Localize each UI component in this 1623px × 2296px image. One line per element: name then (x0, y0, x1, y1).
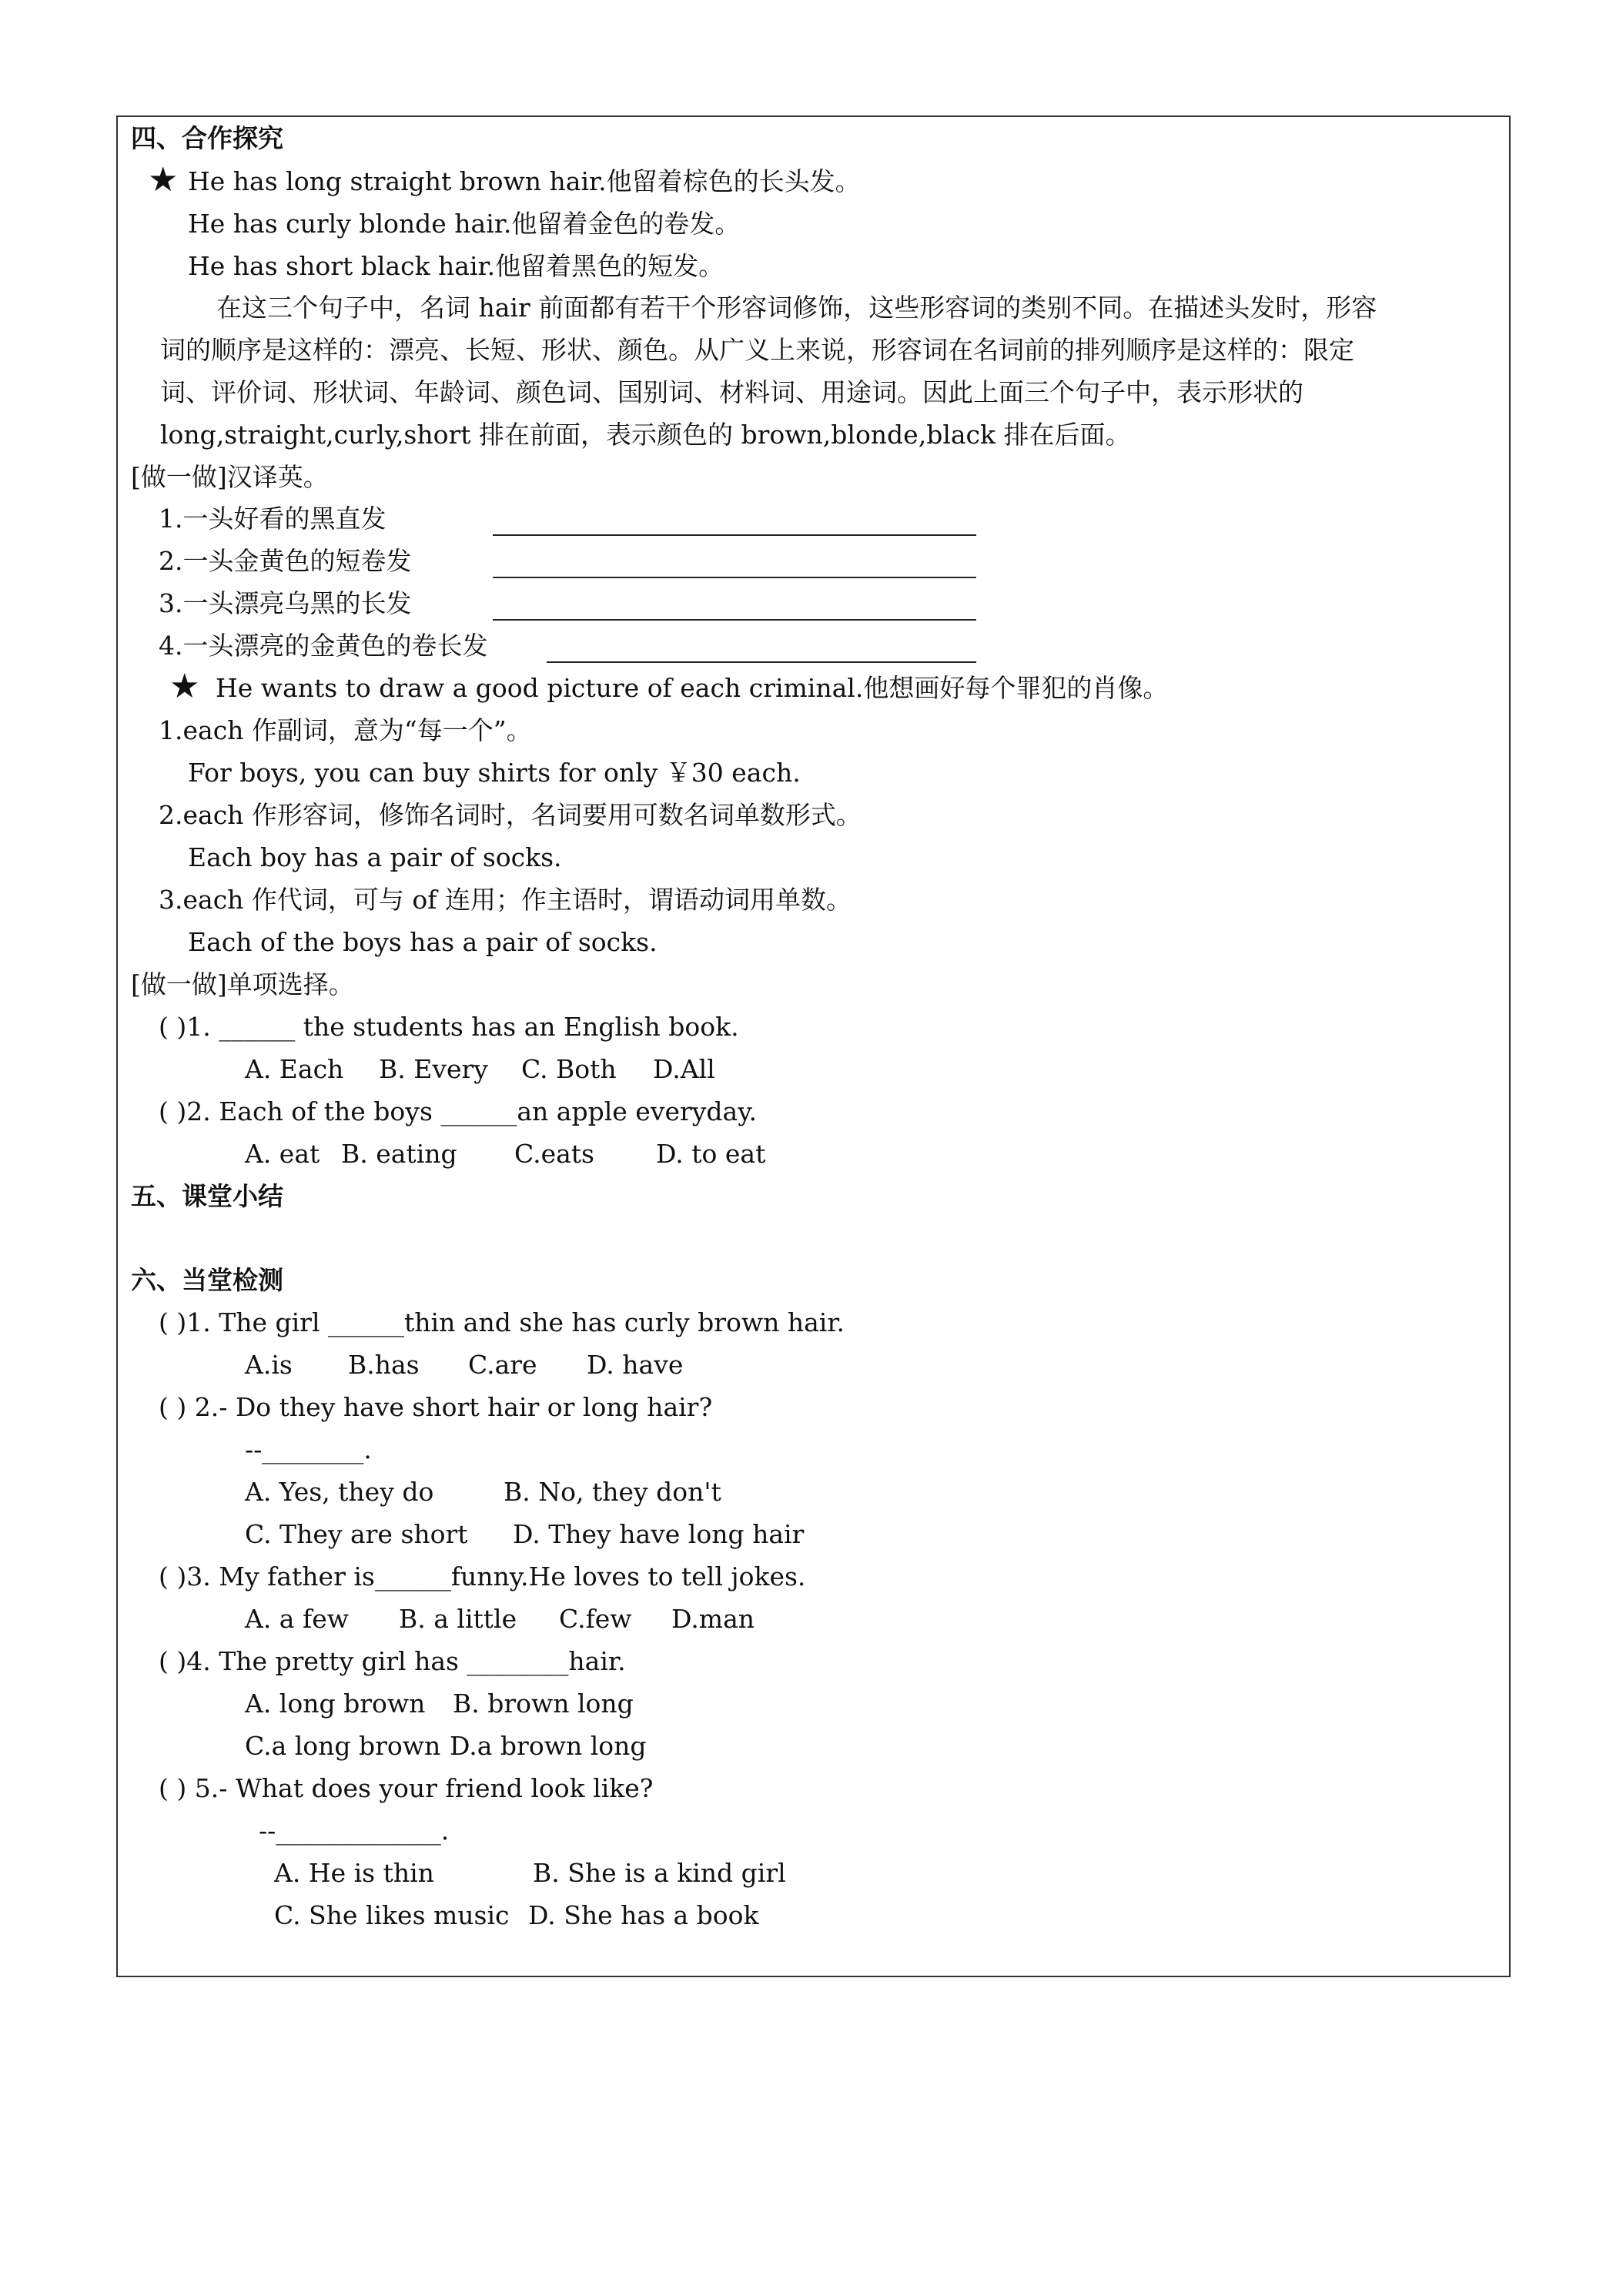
option: B. eating (341, 1139, 457, 1169)
section-heading-cooperative-inquiry: 四、合作探究 (131, 123, 283, 153)
option: C. Both (521, 1054, 617, 1084)
star-icon: ★ (169, 667, 200, 706)
option: D.All (653, 1054, 715, 1084)
translation-item: 2.一头金黄色的短卷发 (159, 546, 412, 576)
explanation-line: 在这三个句子中，名词 hair 前面都有若干个形容词修饰，这些形容词的类别不同。在描述头发时，形容 (216, 293, 1377, 323)
answer-blank[interactable] (493, 577, 976, 578)
translation-item: 1.一头好看的黑直发 (159, 504, 387, 534)
section-heading-summary: 五、课堂小结 (131, 1181, 283, 1211)
option: B.has (348, 1350, 420, 1380)
explanation-line: 词、评价词、形状词、年龄词、颜色词、国别词、材料词、用途词。因此上面三个句子中，表示形状的 (160, 377, 1303, 407)
answer-line: --________. (245, 1434, 372, 1464)
option: A.is (245, 1350, 293, 1380)
option: D. She has a book (528, 1900, 759, 1930)
translation-item: 3.一头漂亮乌黑的长发 (159, 588, 412, 618)
question: ( )1. The girl ______thin and she has curly brown hair. (159, 1307, 845, 1337)
question: ( ) 5.- What does your friend look like? (159, 1773, 654, 1803)
example-sentence: He has long straight brown hair.他留着棕色的长头发。 (188, 166, 861, 196)
grammar-example: Each of the boys has a pair of socks. (188, 927, 658, 957)
translation-item: 4.一头漂亮的金黄色的卷长发 (159, 631, 488, 661)
option: A. eat (245, 1139, 320, 1169)
option: A. Each (245, 1054, 344, 1084)
option: B. Every (379, 1054, 488, 1084)
practice-title: [做一做]汉译英。 (131, 462, 329, 492)
option: D. have (587, 1350, 684, 1380)
example-sentence: He has curly blonde hair.他留着金色的卷发。 (188, 209, 741, 239)
option: A. a few (245, 1604, 349, 1634)
option: D.a brown long (450, 1731, 647, 1761)
option: B. She is a kind girl (533, 1858, 786, 1888)
option: C.eats (514, 1139, 594, 1169)
question: ( ) 2.- Do they have short hair or long hair? (159, 1392, 713, 1422)
explanation-line: 词的顺序是这样的：漂亮、长短、形状、颜色。从广义上来说，形容词在名词前的排列顺序是这样的：限定 (160, 335, 1354, 365)
option: A. Yes, they do (245, 1477, 434, 1507)
option: C. They are short (245, 1519, 468, 1549)
example-sentence: He wants to draw a good picture of each criminal.他想画好每个罪犯的肖像。 (216, 673, 1169, 703)
option: C. She likes music (274, 1900, 510, 1930)
grammar-point: 1.each 作副词，意为“每一个”。 (159, 715, 532, 745)
option: D. They have long hair (513, 1519, 805, 1549)
option: B. a little (399, 1604, 517, 1634)
grammar-point: 2.each 作形容词，修饰名词时，名词要用可数名词单数形式。 (159, 800, 862, 830)
practice-title: [做一做]单项选择。 (131, 969, 354, 999)
example-sentence: He has short black hair.他留着黑色的短发。 (188, 251, 724, 281)
question: ( )4. The pretty girl has ________hair. (159, 1646, 626, 1676)
question: ( )1. ______ the students has an English book. (159, 1012, 739, 1042)
option: D. to eat (656, 1139, 766, 1169)
option: A. He is thin (274, 1858, 434, 1888)
option: B. No, they don't (504, 1477, 721, 1507)
answer-blank[interactable] (493, 534, 976, 536)
grammar-point: 3.each 作代词，可与 of 连用；作主语时，谓语动词用单数。 (159, 885, 852, 915)
answer-blank[interactable] (547, 661, 976, 663)
option: B. brown long (453, 1689, 634, 1719)
answer-blank[interactable] (493, 619, 976, 621)
option: C.few (559, 1604, 632, 1634)
option: C.a long brown (245, 1731, 441, 1761)
grammar-example: Each boy has a pair of socks. (188, 842, 562, 872)
star-icon: ★ (148, 160, 179, 199)
question: ( )3. My father is______funny.He loves to tell jokes. (159, 1561, 806, 1591)
option: D.man (671, 1604, 755, 1634)
explanation-line: long,straight,curly,short 排在前面，表示颜色的 brown,blonde,black 排在后面。 (160, 420, 1131, 450)
grammar-example: For boys, you can buy shirts for only ￥30 each. (188, 758, 801, 788)
section-heading-in-class-test: 六、当堂检测 (131, 1265, 283, 1295)
answer-line: --_____________. (259, 1816, 450, 1846)
question: ( )2. Each of the boys ______an apple everyday. (159, 1096, 757, 1126)
option: A. long brown (245, 1689, 426, 1719)
option: C.are (468, 1350, 537, 1380)
